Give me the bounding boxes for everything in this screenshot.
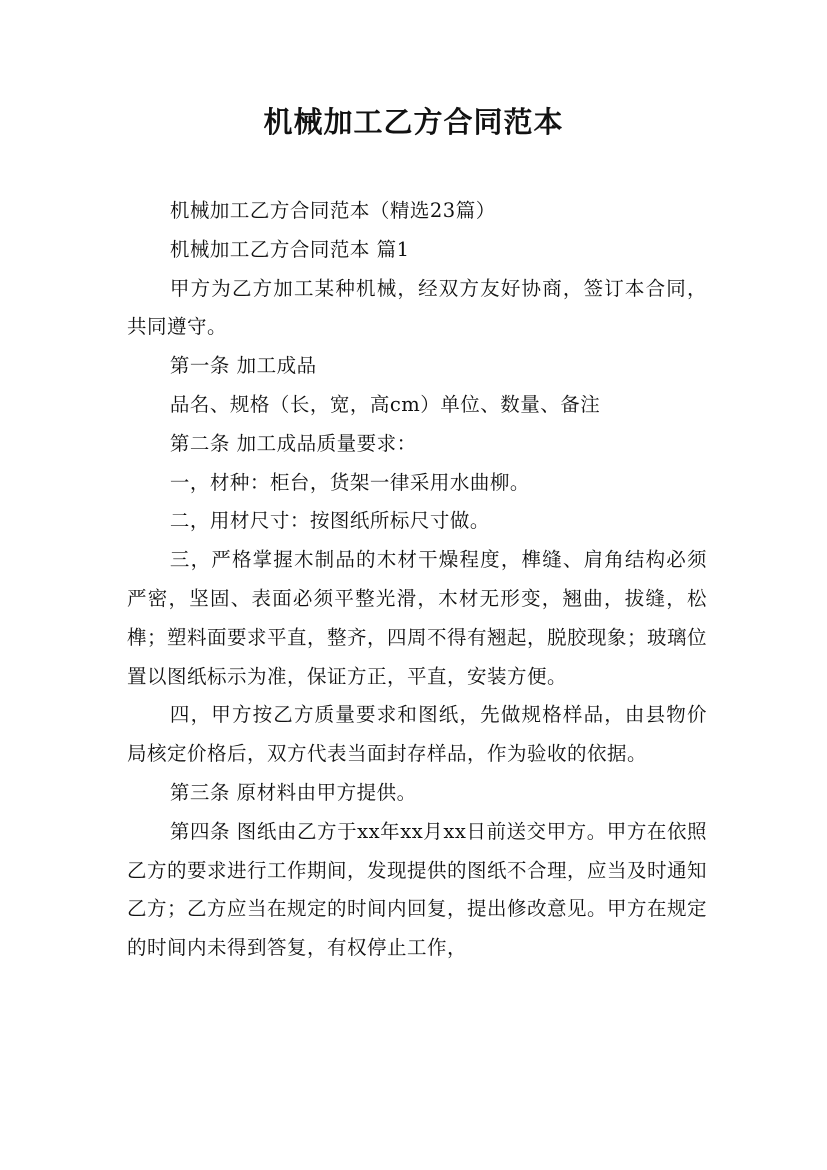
document-title: 机械加工乙方合同范本 xyxy=(263,105,564,139)
document-body xyxy=(127,192,707,968)
paragraph: 三，严格掌握木制品的木材干燥程度，榫缝、肩角结构必须严密，坚固、表面必须平整光滑，木材无形变，翘曲，拔缝，松榫；塑料面要求平直，整齐，四周不得有翘起，脱胶现象；玻璃位置以图纸标示为准，保证方正，平直，安装方便。 xyxy=(127,548,708,688)
paragraph: 一，材种：柜台，货架一律采用水曲柳。 xyxy=(169,470,530,494)
paragraph: 品名、规格（长，宽，高cm）单位、数量、备注 xyxy=(169,392,601,416)
paragraph: 机械加工乙方合同范本（精选23篇） xyxy=(169,199,496,222)
paragraph: 四，甲方按乙方质量要求和图纸，先做规格样品，由县物价局核定价格后，双方代表当面封存样品，作为验收的依据。 xyxy=(127,703,707,766)
paragraph: 第二条 加工成品质量要求： xyxy=(169,431,417,455)
paragraph: 第四条 图纸由乙方于xx年xx月xx日前送交甲方。甲方在依照乙方的要求进行工作期间，发现提供的图纸不合理，应当及时通知乙方；乙方应当在规定的时间内回复，提出修改意见。甲方在规定的时间内未得到答复，有权停止工作， xyxy=(127,819,708,960)
paragraph: 第三条 原材料由甲方提供。 xyxy=(169,780,417,804)
paragraph: 第一条 加工成品 xyxy=(169,354,317,378)
paragraph: 甲方为乙方加工某种机械，经双方友好协商，签订本合同，共同遵守。 xyxy=(127,276,707,339)
paragraph: 二，用材尺寸：按图纸所标尺寸做。 xyxy=(169,509,490,533)
paragraph: 机械加工乙方合同范本 篇1 xyxy=(169,237,410,261)
